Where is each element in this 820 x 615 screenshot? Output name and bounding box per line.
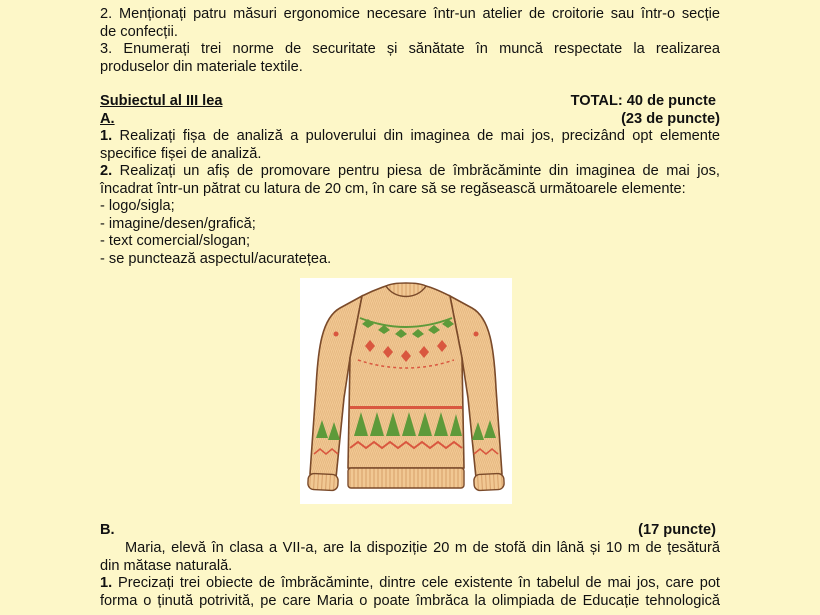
bullet-item: - logo/sigla; [100,198,175,214]
part-b-q1-line-2: forma o ținută potrivită, pe care Maria o poate îmbrăca la olimpiada de Educație tehnologică [100,592,720,609]
part-a-q1-text: Realizați fișa de analiză a puloverului din imaginea de mai jos, precizând opt elemente [112,128,720,144]
part-a-q2-line-2: încadrat într-un pătrat cu latura de 20 cm, în care să se regăsească următoarele elemente: [100,180,686,197]
part-b-label: B. [100,522,115,538]
part-a-label: A. [100,110,115,127]
item-3-line-2: produselor din materiale textile. [100,58,303,75]
part-a-q1-line-2: specifice fișei de analiză. [100,145,262,162]
part-a-header [100,111,720,129]
part-a-q2-line-1 [100,163,720,181]
bullet-item: - text comercial/slogan; [100,233,251,249]
item-3-line-1: 3. Enumerați trei norme de securitate și sănătate în muncă respectate la realizarea [100,41,720,57]
subject-title: Subiectul al III lea [100,93,223,109]
part-b-q1-text: Precizați trei obiecte de îmbrăcăminte, dintre cele existente în tabelul de mai jos, care pot [112,575,720,591]
part-a-q1-number: 1. [100,128,113,144]
subject-total: TOTAL: 40 de puncte [570,93,716,109]
sweater-illustration [300,278,512,504]
part-b-intro-line-2: din mătase naturală. [100,557,233,574]
part-a-points: (23 de puncte) [621,110,720,127]
part-a-q2-number: 2. [100,163,113,179]
item-2-line-2: de confecții. [100,23,178,40]
subject-header [100,93,716,111]
part-b-points: (17 puncte) [638,522,716,538]
part-b-intro-line-1: Maria, elevă în clasa a VII-a, are la dispoziție 20 m de stofă din lână și 10 m de țesătură [125,540,720,556]
part-b-q1-line-1 [100,575,720,593]
part-b-q1-number: 1. [100,575,113,591]
item-2-line-1: 2. Menționați patru măsuri ergonomice necesare într-un atelier de croitorie sau într-o secție [100,6,720,22]
part-a-q2-text: Realizați un afiș de promovare pentru piesa de îmbrăcăminte din imaginea de mai jos, [112,163,720,179]
part-a-q1-line-1 [100,128,720,146]
part-b-header [100,522,716,540]
bullet-item: - imagine/desen/grafică; [100,215,256,232]
bullet-item: - se punctează aspectul/acuratețea. [100,250,332,267]
